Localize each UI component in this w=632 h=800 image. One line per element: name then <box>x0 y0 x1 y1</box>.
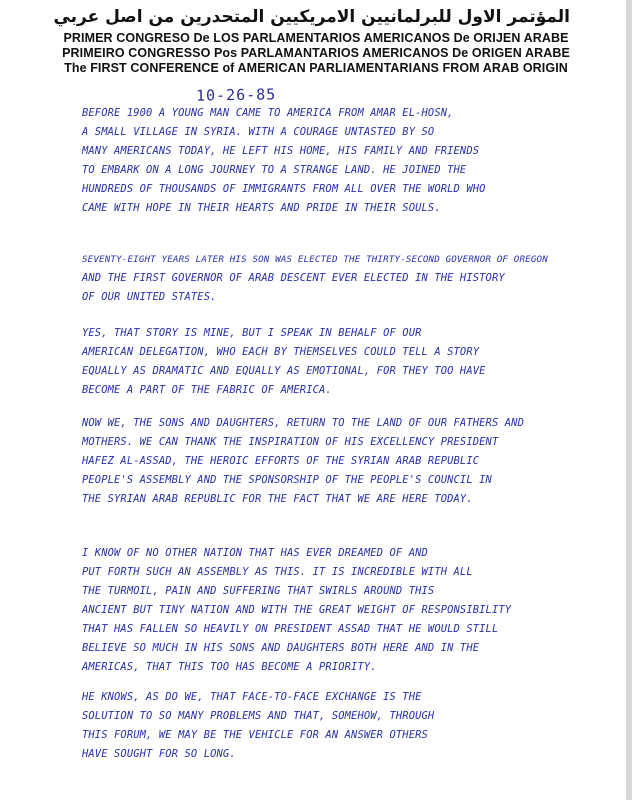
text-line: I KNOW OF NO OTHER NATION THAT HAS EVER DREAMED OF AND <box>82 547 428 559</box>
text-line: THIS FORUM, WE MAY BE THE VEHICLE FOR AN ANSWER OTHERS <box>82 729 428 741</box>
text-line: OF OUR UNITED STATES. <box>82 291 217 303</box>
text-line: AMERICAN DELEGATION, WHO EACH BY THEMSELVES COULD TELL A STORY <box>82 346 480 358</box>
paragraph-4 <box>82 414 524 509</box>
text-line: PEOPLE'S ASSEMBLY AND THE SPONSORSHIP OF THE PEOPLE'S COUNCIL IN <box>82 474 492 486</box>
text-line: TO EMBARK ON A LONG JOURNEY TO A STRANGE LAND. HE JOINED THE <box>82 164 467 176</box>
paragraph-2 <box>82 250 548 307</box>
scan-edge-shadow <box>626 0 632 800</box>
text-line: BECOME A PART OF THE FABRIC OF AMERICA. <box>82 384 332 396</box>
paragraph-5 <box>82 544 511 677</box>
text-line: ANCIENT BUT TINY NATION AND WITH THE GREAT WEIGHT OF RESPONSIBILITY <box>82 604 512 616</box>
text-line: HAVE SOUGHT FOR SO LONG. <box>82 748 236 760</box>
text-line: THE TURMOIL, PAIN AND SUFFERING THAT SWIRLS AROUND THIS <box>82 585 435 597</box>
text-line: MANY AMERICANS TODAY, HE LEFT HIS HOME, HIS FAMILY AND FRIENDS <box>82 145 480 157</box>
text-line: THAT HAS FALLEN SO HEAVILY ON PRESIDENT ASSAD THAT HE WOULD STILL <box>82 623 499 635</box>
paragraph-6 <box>82 688 434 764</box>
handwritten-date: 10-26-85 <box>195 85 277 105</box>
text-line: HE KNOWS, AS DO WE, THAT FACE-TO-FACE EXCHANGE IS THE <box>82 691 422 703</box>
text-line: YES, THAT STORY IS MINE, BUT I SPEAK IN BEHALF OF OUR <box>82 327 422 339</box>
letterhead-portuguese-title: PRIMEIRO CONGRESSO Pos PARLAMANTARIOS AMERICANOS De ORIGEN ARABE <box>62 46 570 60</box>
text-line: AND THE FIRST GOVERNOR OF ARAB DESCENT EVER ELECTED IN THE HISTORY <box>82 272 505 284</box>
text-line: CAME WITH HOPE IN THEIR HEARTS AND PRIDE IN THEIR SOULS. <box>82 202 441 214</box>
text-line: PUT FORTH SUCH AN ASSEMBLY AS THIS. IT IS INCREDIBLE WITH ALL <box>82 566 473 578</box>
text-line: AMERICAS, THAT THIS TOO HAS BECOME A PRIORITY. <box>82 661 377 673</box>
text-line: EQUALLY AS DRAMATIC AND EQUALLY AS EMOTIONAL, FOR THEY TOO HAVE <box>82 365 486 377</box>
text-line: A SMALL VILLAGE IN SYRIA. WITH A COURAGE UNTASTED BY SO <box>82 126 435 138</box>
text-line: THE SYRIAN ARAB REPUBLIC FOR THE FACT THAT WE ARE HERE TODAY. <box>82 493 473 505</box>
text-line: SEVENTY-EIGHT YEARS LATER HIS SON WAS ELECTED THE THIRTY-SECOND GOVERNOR OF OREGON <box>82 254 548 265</box>
letterhead-spanish-title: PRIMER CONGRESO De LOS PARLAMENTARIOS AMERICANOS De ORIJEN ARABE <box>63 31 569 45</box>
text-line: BELIEVE SO MUCH IN HIS SONS AND DAUGHTERS BOTH HERE AND IN THE <box>82 642 480 654</box>
text-line: BEFORE 1900 A YOUNG MAN CAME TO AMERICA FROM AMAR EL-HOSN, <box>82 107 454 119</box>
text-line: HAFEZ AL-ASSAD, THE HEROIC EFFORTS OF THE SYRIAN ARAB REPUBLIC <box>82 455 480 467</box>
text-line: MOTHERS. WE CAN THANK THE INSPIRATION OF HIS EXCELLENCY PRESIDENT <box>82 436 499 448</box>
text-line: NOW WE, THE SONS AND DAUGHTERS, RETURN TO THE LAND OF OUR FATHERS AND <box>82 417 524 429</box>
text-line: SOLUTION TO SO MANY PROBLEMS AND THAT, SOMEHOW, THROUGH <box>82 710 435 722</box>
letterhead <box>53 6 570 76</box>
paragraph-3 <box>82 324 486 400</box>
text-line: HUNDREDS OF THOUSANDS OF IMMIGRANTS FROM ALL OVER THE WORLD WHO <box>82 183 486 195</box>
paragraph-1 <box>82 104 486 218</box>
letterhead-english-title: The FIRST CONFERENCE of AMERICAN PARLIAMENTARIANS FROM ARAB ORIGIN <box>64 61 568 75</box>
letterhead-arabic-title: المؤتمر الاول للبرلمانيين الامريكيين المتحدرين من اصل عربي <box>53 7 570 27</box>
